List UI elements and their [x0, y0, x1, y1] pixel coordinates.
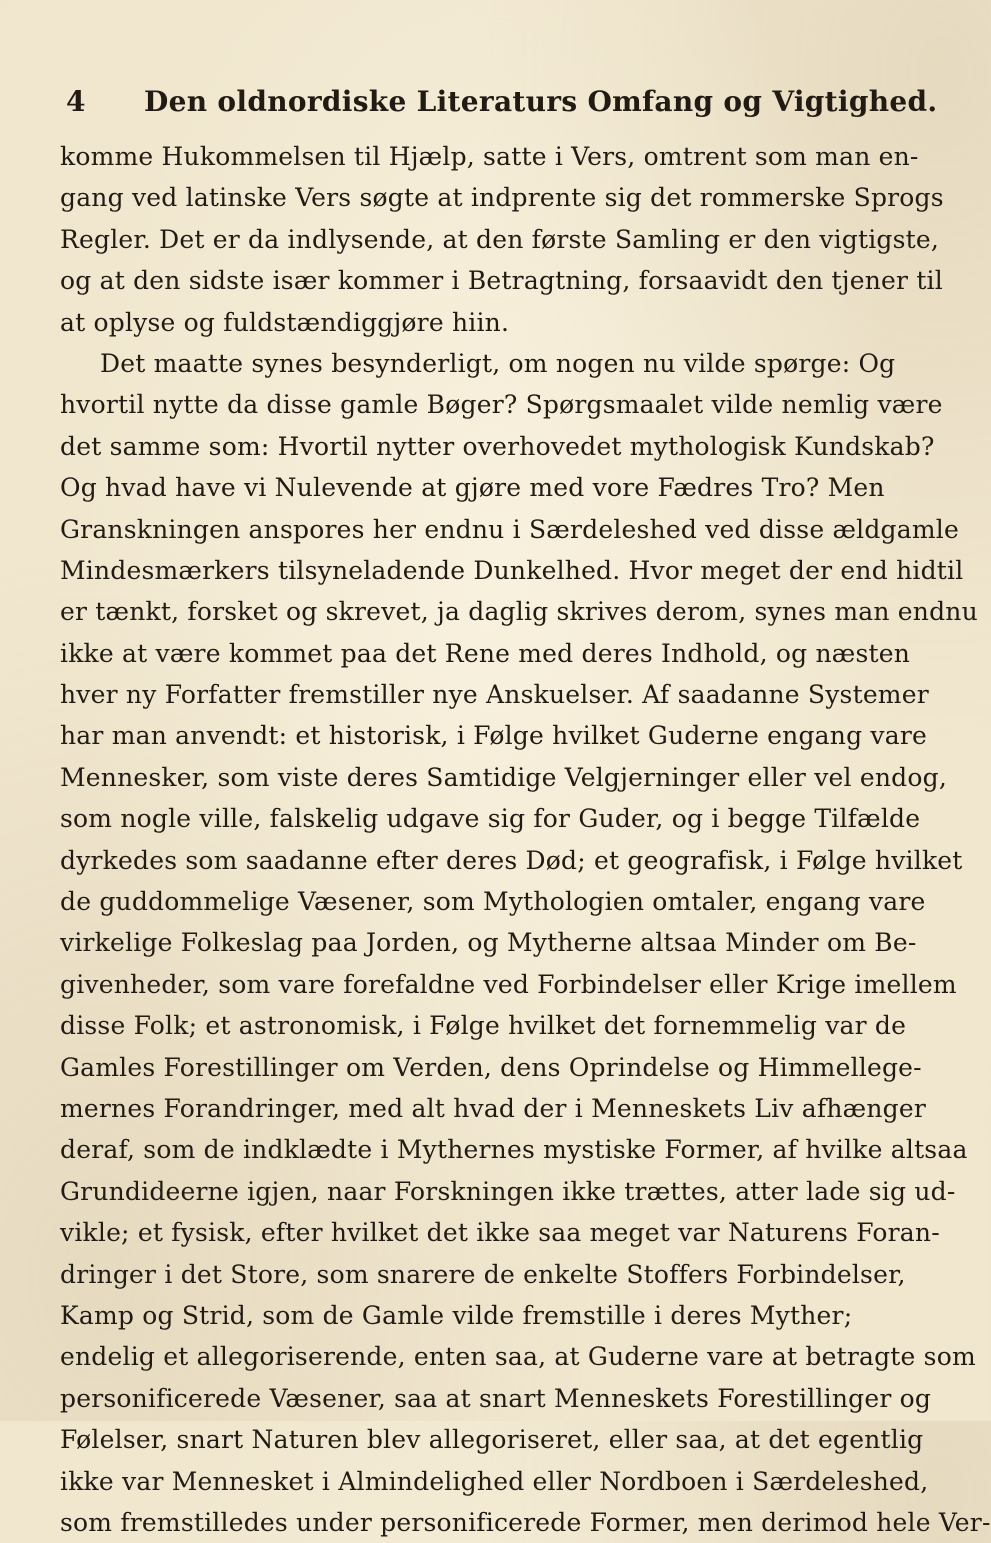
text-line: gang ved latinske Vers søgte at indprente sig det rommerske Sprogs — [60, 183, 944, 213]
text-line: vikle; et fysisk, efter hvilket det ikke saa meget var Naturens Foran- — [60, 1218, 940, 1248]
text-line: Granskningen anspores her endnu i Særdeleshed ved disse ældgamle — [60, 514, 959, 544]
text-line: endelig et allegoriserende, enten saa, at Guderne vare at betragte som — [60, 1342, 976, 1372]
text-line: givenheder, som vare forefaldne ved Forbindelser eller Krige imellem — [60, 969, 957, 999]
text-line: Gamles Forestillinger om Verden, dens Oprindelse og Himmellege- — [60, 1052, 922, 1082]
text-line: er tænkt, forsket og skrevet, ja daglig skrives derom, synes man endnu — [60, 597, 978, 627]
text-line: personificerede Væsener, saa at snart Menneskets Forestillinger og — [60, 1383, 932, 1413]
text-line: ikke at være kommet paa det Rene med deres Indhold, og næsten — [60, 638, 911, 668]
text-line: hver ny Forfatter fremstiller nye Anskuelser. Af saadanne Systemer — [60, 680, 929, 710]
text-line: Og hvad have vi Nulevende at gjøre med vore Fædres Tro? Men — [60, 473, 885, 503]
paragraph-2 — [60, 343, 991, 1543]
text-line: Grundideerne igjen, naar Forskningen ikke trættes, atter lade sig ud- — [60, 1176, 956, 1206]
body-text — [60, 136, 991, 1543]
text-line: som fremstilledes under personificerede Former, men derimod hele Ver- — [60, 1507, 991, 1537]
text-line: Følelser, snart Naturen blev allegoriseret, eller saa, at det egentlig — [60, 1425, 924, 1455]
text-line: Det maatte synes besynderligt, om nogen nu vilde spørge: Og — [100, 348, 896, 378]
text-line: virkelige Folkeslag paa Jorden, og Mytherne altsaa Minder om Be- — [60, 928, 917, 958]
text-line: og at den sidste især kommer i Betragtning, forsaavidt den tjener til — [60, 266, 943, 296]
paragraph-1 — [60, 136, 944, 343]
text-line: som nogle ville, falskelig udgave sig for Guder, og i begge Tilfælde — [60, 804, 921, 834]
text-line: Mennesker, som viste deres Samtidige Velgjerninger eller vel endog, — [60, 762, 947, 792]
page-header — [60, 82, 938, 122]
running-title: Den oldnordiske Literaturs Omfang og Vigtighed. — [144, 85, 938, 118]
text-line: Kamp og Strid, som de Gamle vilde fremstille i deres Myther; — [60, 1300, 853, 1330]
text-line: at oplyse og fuldstændiggjøre hiin. — [60, 307, 510, 337]
text-line: hvortil nytte da disse gamle Bøger? Spørgsmaalet vilde nemlig være — [60, 390, 943, 420]
text-line: Mindesmærkers tilsyneladende Dunkelhed. Hvor meget der end hidtil — [60, 555, 964, 585]
text-line: mernes Forandringer, med alt hvad der i Menneskets Liv afhænger — [60, 1093, 926, 1123]
text-line: har man anvendt: et historisk, i Følge hvilket Guderne engang vare — [60, 721, 927, 751]
text-line: deraf, som de indklædte i Mythernes mystiske Former, af hvilke altsaa — [60, 1135, 968, 1165]
text-line: dyrkedes som saadanne efter deres Død; et geografisk, i Følge hvilket — [60, 845, 963, 875]
page-number: 4 — [66, 85, 86, 118]
text-line: de guddommelige Væsener, som Mythologien omtaler, engang vare — [60, 887, 926, 917]
text-line: disse Folk; et astronomisk, i Følge hvilket det fornemmelig var de — [60, 1011, 907, 1041]
text-line: Regler. Det er da indlysende, at den første Samling er den vigtigste, — [60, 224, 940, 254]
text-line: komme Hukommelsen til Hjælp, satte i Vers, omtrent som man en- — [60, 142, 919, 171]
text-line: dringer i det Store, som snarere de enkelte Stoffers Forbindelser, — [60, 1259, 906, 1289]
text-line: ikke var Mennesket i Almindelighed eller Nordboen i Særdeleshed, — [60, 1466, 929, 1496]
text-line: det samme som: Hvortil nytter overhovedet mythologisk Kundskab? — [60, 431, 935, 461]
